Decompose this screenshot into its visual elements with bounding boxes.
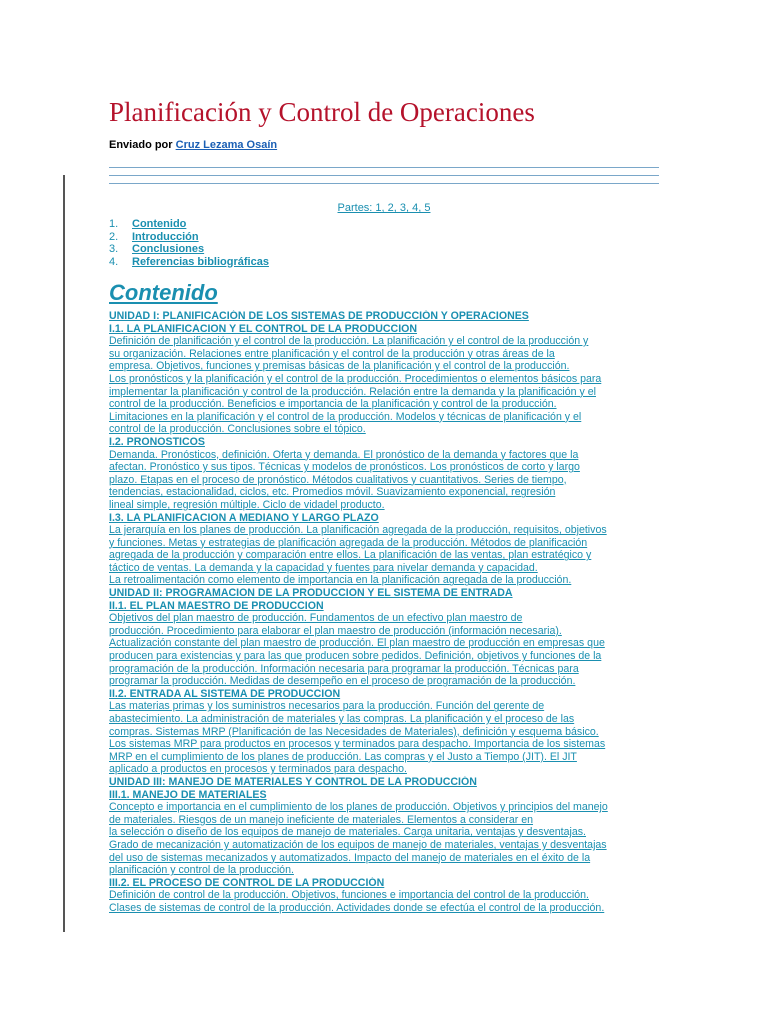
content-line-link[interactable]: Definición de planificación y el control de la producción. La planificación y el control de la producción y [109, 335, 589, 348]
content-line-link[interactable]: abastecimiento. La administración de materiales y las compras. La planificación y el proceso de las [109, 713, 575, 725]
content-line-link[interactable]: implementar la planificación y control de la producción. Relación entre la demanda y la planificación y el [109, 385, 596, 398]
content-line-link[interactable]: Objetivos del plan maestro de producción. Fundamentos de un efectivo plan maestro de [109, 612, 523, 625]
content-line-link[interactable]: Concepto e importancia en el cumplimiento de los planes de producción. Objetivos y principios del manejo [109, 801, 608, 814]
content-line-link[interactable]: programación de la producción. Información necesaria para programar la producción. Técnicas para [109, 662, 579, 675]
content-line-link[interactable]: empresa. Objetivos, funciones y premisas básicas de la planificación y el control de la producción. [109, 360, 570, 373]
byline-prefix: Enviado por [109, 139, 173, 151]
content-line-link[interactable]: Actualización constante del plan maestro de producción. El plan maestro de producción en empresas que [109, 637, 605, 650]
content-line-link[interactable]: tendencias, estacionalidad, ciclos, etc. Promedios móvil. Suavizamiento exponencial, regresión [109, 486, 556, 499]
content-line-link[interactable]: control de la producción. Beneficios e importancia de la planificación y control de la producción. [109, 398, 557, 411]
separator-rules [109, 167, 659, 184]
content-line-link[interactable]: Limitaciones en la planificación y el control de la producción. Modelos y técnicas de planificación y el [109, 410, 582, 423]
content-line-link[interactable]: su organización. Relaciones entre planificación y el control de la producción y otras áreas de la [109, 347, 555, 360]
content-heading-link[interactable]: III.1. MANEJO DE MATERIALES [109, 788, 267, 801]
content-line-link[interactable]: Los pronósticos y la planificación y el control de la producción. Procedimientos o elementos básicos para [109, 372, 602, 385]
content-line-link[interactable]: control de la producción. Conclusiones sobre el tópico. [109, 423, 366, 436]
left-margin-rule [63, 175, 65, 932]
article [109, 92, 659, 915]
page-title: Planificación y Control de Operaciones [109, 97, 535, 127]
content-line-link[interactable]: Las materias primas y los suministros necesarios para la producción. Función del gerente de [109, 700, 545, 713]
content-line-link[interactable]: compras. Sistemas MRP (Planificación de las Necesidades de Materiales), definición y esquema básico. [109, 725, 599, 738]
toc-item-contenido[interactable]: 1. Contenido [109, 218, 187, 230]
content-heading-link[interactable]: I.2. PRONOSTICOS [109, 435, 205, 448]
table-of-contents [109, 218, 659, 268]
content-heading-link[interactable]: UNIDAD II: PROGRAMACION DE LA PRODUCCION Y EL SISTEMA DE ENTRADA [109, 587, 513, 600]
content-heading-link[interactable]: I.1. LA PLANIFICACION Y EL CONTROL DE LA PRODUCCION [109, 322, 418, 335]
content-line-link[interactable]: producción. Procedimiento para elaborar el plan maestro de producción (información necesaria). [109, 624, 562, 637]
content-line-link[interactable]: la selección o diseño de los equipos de manejo de materiales. Carga unitaria, ventajas y desventajas. [109, 826, 587, 839]
content-heading-link[interactable]: II.2. ENTRADA AL SISTEMA DE PRODUCCION [109, 687, 341, 700]
content-list [109, 310, 669, 915]
content-line-link[interactable]: Grado de mecanización y automatización de los equipos de manejo de materiales, ventajas y desventajas [109, 838, 607, 851]
toc-item-referencias[interactable]: 4. Referencias bibliográficas [109, 255, 269, 268]
content-line-link[interactable]: producen para existencias y para las que producen sobre pedidos. Definición, objetivos y funciones de la [109, 650, 602, 663]
content-line-link[interactable]: aplicado a productos en procesos y terminados para despacho. [109, 763, 407, 776]
author-link[interactable]: Cruz Lezama Osaín [175, 139, 278, 151]
parts-links[interactable]: Partes: 1, 2, 3, 4, 5 [337, 202, 431, 214]
content-line-link[interactable]: agregada de la producción y comparación entre ellos. La planificación de las ventas, plan estratégico y [109, 549, 592, 562]
content-line-link[interactable]: programar la producción. Medidas de desempeño en el proceso de programación de la producción. [109, 675, 576, 688]
content-heading-link[interactable]: UNIDAD I: PLANIFICACIÓN DE LOS SISTEMAS DE PRODUCCIÓN Y OPERACIONES [109, 310, 529, 322]
content-line-link[interactable]: planificación y control de la producción. [109, 864, 294, 877]
separator-line [109, 167, 659, 168]
content-line-link[interactable]: plazo. Etapas en el proceso de pronóstico. Métodos cualitativos y cuantitativos. Series de tiempo, [109, 473, 567, 486]
content-line-link[interactable]: táctico de ventas. La demanda y la capacidad y fuentes para nivelar demanda y capacidad. [109, 561, 538, 574]
content-line-link[interactable]: La retroalimentación como elemento de importancia en la planificación agregada de la producción. [109, 574, 572, 587]
content-line-link[interactable]: MRP en el cumplimiento de los planes de producción. Las compras y el Justo a Tiempo (JIT). El JIT [109, 750, 577, 763]
content-line-link[interactable]: Definición de control de la producción. Objetivos, funciones e importancia del control de la producción. [109, 889, 589, 902]
byline [109, 137, 659, 153]
content-heading-link[interactable]: II.1. EL PLAN MAESTRO DE PRODUCCION [109, 599, 324, 612]
content-line-link[interactable]: La jerarquía en los planes de producción. La planificación agregada de la producción, requisitos, objetivos [109, 524, 607, 537]
content-line-link[interactable]: y funciones. Metas y estrategias de planificación agregada de la producción. Métodos de planificación [109, 536, 588, 549]
parts-pagination[interactable] [109, 202, 659, 214]
content-line-link[interactable]: Demanda. Pronósticos, definición. Oferta y demanda. El pronóstico de la demanda y factores que la [109, 448, 579, 461]
separator-line [109, 175, 659, 176]
content-heading-link[interactable]: I.3. LA PLANIFICACION A MEDIANO Y LARGO PLAZO [109, 511, 379, 524]
separator-line [109, 183, 659, 184]
toc-item-introduccion[interactable]: 2. Introducción [109, 230, 199, 243]
content-line-link[interactable]: de materiales. Riesgos de un manejo ineficiente de materiales. Elementos a considerar en [109, 813, 533, 826]
toc-item-conclusiones[interactable]: 3. Conclusiones [109, 243, 205, 255]
content-line-link[interactable]: Los sistemas MRP para productos en procesos y terminados para despacho. Importancia de los sistemas [109, 738, 606, 751]
content-line-link[interactable]: Clases de sistemas de control de la producción. Actividades donde se efectúa el control de la producción. [109, 901, 605, 914]
content-heading-link[interactable]: UNIDAD III: MANEJO DE MATERIALES Y CONTROL DE LA PRODUCCIÓN [109, 775, 477, 788]
content-line-link[interactable]: lineal simple, regresión múltiple. Ciclo de vidadel producto. [109, 498, 385, 511]
content-line-link[interactable]: del uso de sistemas mecanizados y automatizados. Impacto del manejo de materiales en el éxito de la [109, 851, 591, 864]
content-heading-link[interactable]: III.2. EL PROCESO DE CONTROL DE LA PRODUCCIÓN [109, 876, 385, 889]
section-heading[interactable]: Contenido [109, 280, 218, 305]
content-line-link[interactable]: afectan. Pronóstico y sus tipos. Técnicas y modelos de pronósticos. Los pronósticos de corto y largo [109, 461, 580, 474]
